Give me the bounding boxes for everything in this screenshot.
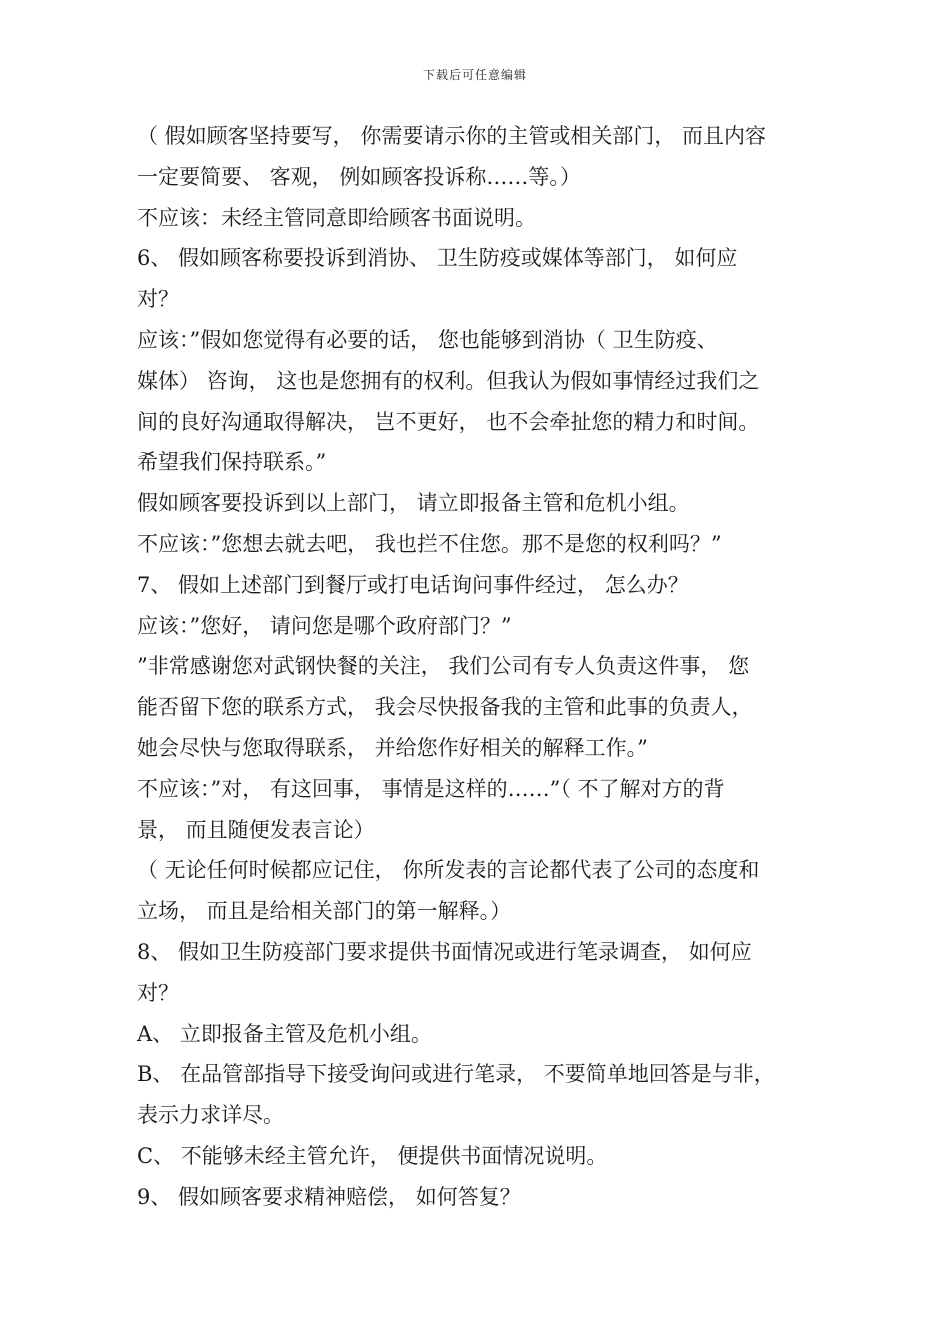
text-line: 间的良好沟通取得解决， 岂不更好， 也不会牵扯您的精力和时间。: [137, 409, 760, 434]
text-line: 6、 假如顾客称要投诉到消协、 卫生防疫或媒体等部门， 如何应: [137, 246, 738, 271]
text-line: B、 在品管部指导下接受询问或进行笔录， 不要简单地回答是与非，: [137, 1062, 775, 1087]
text-line: ”非常感谢您对武钢快餐的关注， 我们公司有专人负责这件事， 您: [137, 654, 750, 679]
text-line: 对？: [137, 980, 179, 1005]
text-line: 表示力求详尽。: [137, 1103, 284, 1128]
text-line: C、 不能够未经主管允许， 便提供书面情况说明。: [137, 1143, 608, 1168]
text-line: 希望我们保持联系。”: [137, 450, 327, 475]
text-line: 一定要简要、 客观， 例如顾客投诉称……等。）: [137, 164, 581, 189]
text-line: 能否留下您的联系方式， 我会尽快报备我的主管和此事的负责人，: [137, 695, 753, 720]
text-line: 不应该：”您想去就去吧， 我也拦不住您。那不是您的权利吗？”: [137, 531, 722, 556]
text-line: 不应该：”对， 有这回事， 事情是这样的……”（ 不了解对方的背: [137, 776, 725, 801]
text-line: （ 假如顾客坚持要写， 你需要请示你的主管或相关部门， 而且内容: [137, 124, 767, 148]
document-body: [137, 116, 837, 1218]
text-line: 立场， 而且是给相关部门的第一解释。）: [137, 899, 512, 924]
text-line: 8、 假如卫生防疫部门要求提供书面情况或进行笔录调查， 如何应: [137, 939, 752, 964]
text-line: 7、 假如上述部门到餐厅或打电话询问事件经过， 怎么办？: [137, 572, 689, 597]
text-line: 对？: [137, 287, 179, 312]
text-line: （ 无论任何时候都应记住， 你所发表的言论都代表了公司的态度和: [137, 858, 760, 883]
text-line: 假如顾客要投诉到以上部门， 请立即报备主管和危机小组。: [137, 491, 690, 516]
text-line: 媒体） 咨询， 这也是您拥有的权利。但我认为假如事情经过我们之: [137, 368, 760, 393]
text-line: 她会尽快与您取得联系， 并给您作好相关的解释工作。”: [137, 735, 648, 760]
text-line: 应该：”您好， 请问您是哪个政府部门？”: [137, 613, 512, 638]
page-header: 下载后可任意编辑: [422, 68, 527, 82]
text-line: 不应该：未经主管同意即给顾客书面说明。: [137, 205, 536, 230]
text-line: 景， 而且随便发表言论）: [137, 817, 375, 842]
text-line: 9、 假如顾客要求精神赔偿， 如何答复？: [137, 1184, 521, 1209]
text-line: A、 立即报备主管及危机小组。: [137, 1021, 432, 1046]
text-line: 应该：”假如您觉得有必要的话， 您也能够到消协（ 卫生防疫、: [137, 327, 718, 352]
